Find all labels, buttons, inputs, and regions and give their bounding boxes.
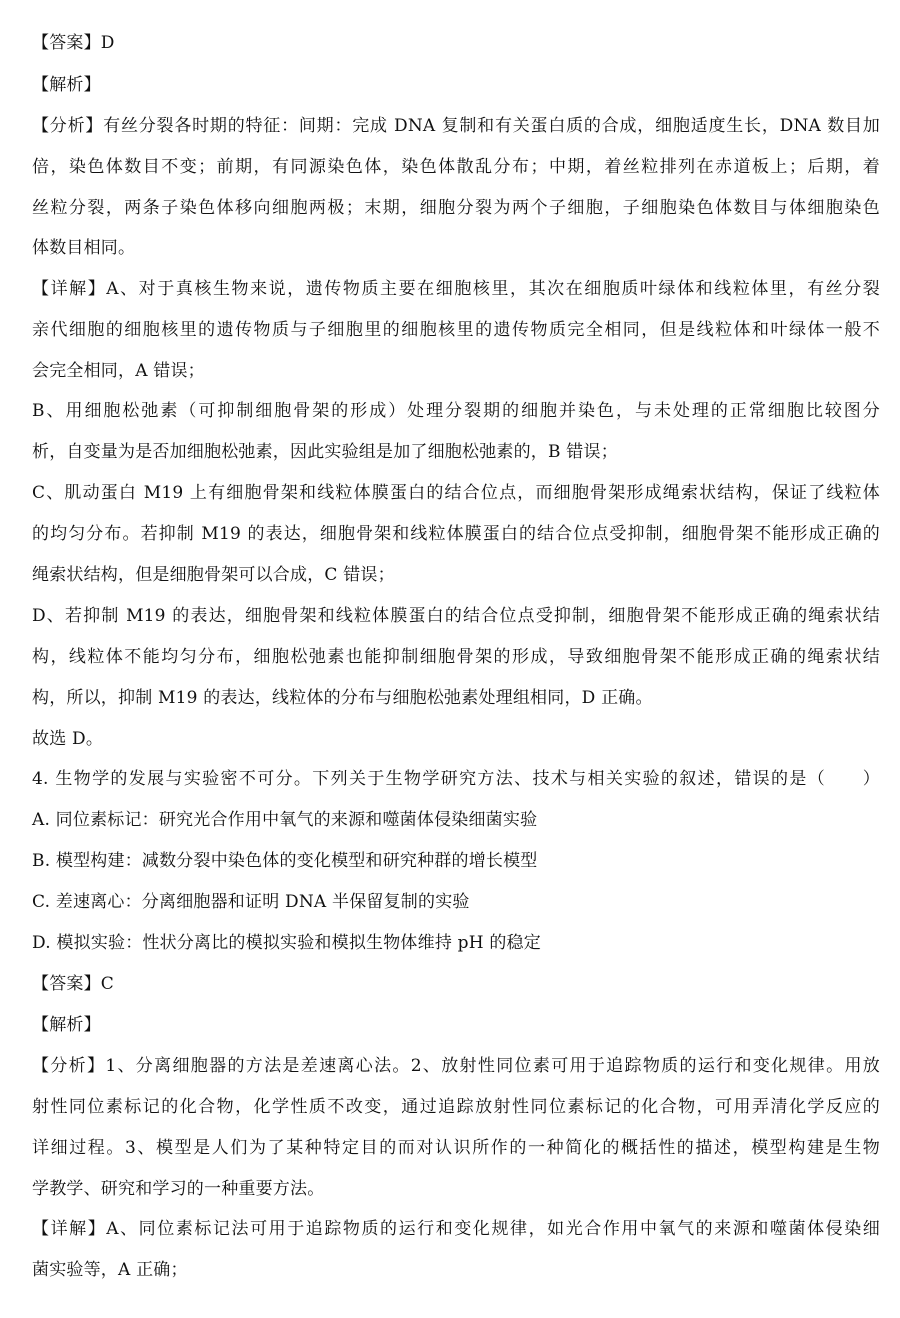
text-line: 倍，染色体数目不变；前期，有同源染色体，染色体散乱分布；中期，着丝粒排列在赤道板上；后期，着 [32,157,880,177]
text-line: 【分析】有丝分裂各时期的特征：间期：完成 DNA 复制和有关蛋白质的合成，细胞适度生长，DNA 数目加 [32,116,880,136]
text-line: 构，线粒体不能均匀分布，细胞松弛素也能抑制细胞骨架的形成，导致细胞骨架不能形成正确的绳索状结 [32,647,880,667]
text-line: 丝粒分裂，两条子染色体移向细胞两极；末期，细胞分裂为两个子细胞，子细胞染色体数目与体细胞染色 [32,198,880,218]
text-line: 学教学、研究和学习的一种重要方法。 [32,1179,325,1199]
text-line: 析，自变量为是否加细胞松弛素，因此实验组是加了细胞松弛素的，B 错误； [32,442,618,462]
text-line: C、肌动蛋白 M19 上有细胞骨架和线粒体膜蛋白的结合位点，而细胞骨架形成绳索状结构，保证了线粒体 [32,483,880,503]
text-line: 的均匀分布。若抑制 M19 的表达，细胞骨架和线粒体膜蛋白的结合位点受抑制，细胞骨架不能形成正确的 [32,524,880,544]
text-line: 会完全相同，A 错误； [32,361,205,381]
text-line: D、若抑制 M19 的表达，细胞骨架和线粒体膜蛋白的结合位点受抑制，细胞骨架不能形成正确的绳索状结 [32,606,880,626]
question-stem: 4. 生物学的发展与实验密不可分。下列关于生物学研究方法、技术与相关实验的叙述，错误的是（ ） [32,769,880,789]
text-line: 菌实验等，A 正确； [32,1260,188,1280]
option-d: D. 模拟实验：性状分离比的模拟实验和模拟生物体维持 pH 的稳定 [32,933,541,953]
text-line: 射性同位素标记的化合物，化学性质不改变，通过追踪放射性同位素标记的化合物，可用弄清化学反应的 [32,1097,880,1117]
analysis-label-2: 【解析】 [32,1015,101,1035]
text-line: 绳索状结构，但是细胞骨架可以合成，C 错误； [32,565,395,585]
option-c: C. 差速离心：分离细胞器和证明 DNA 半保留复制的实验 [32,892,470,912]
text-line: 详细过程。3、模型是人们为了某种特定目的而对认识所作的一种简化的概括性的描述，模型构建是生物 [32,1138,880,1158]
text-line: 故选 D。 [32,729,104,749]
text-line: 【详解】A、同位素标记法可用于追踪物质的运行和变化规律，如光合作用中氧气的来源和噬菌体侵染细 [32,1219,880,1239]
option-a: A. 同位素标记：研究光合作用中氧气的来源和噬菌体侵染细菌实验 [32,810,538,830]
text-line: 体数目相同。 [32,238,136,258]
text-line: 亲代细胞的细胞核里的遗传物质与子细胞里的细胞核里的遗传物质完全相同，但是线粒体和叶绿体一般不 [32,320,880,340]
text-line: 构，所以，抑制 M19 的表达，线粒体的分布与细胞松弛素处理组相同，D 正确。 [32,688,653,708]
analysis-label-1: 【解析】 [32,75,101,95]
answer-label-2: 【答案】C [32,974,115,994]
text-line: 【分析】1、分离细胞器的方法是差速离心法。2、放射性同位素可用于追踪物质的运行和变化规律。用放 [32,1056,880,1076]
option-b: B. 模型构建：减数分裂中染色体的变化模型和研究种群的增长模型 [32,851,538,871]
answer-label-1: 【答案】D [32,33,115,53]
text-line: B、用细胞松弛素（可抑制细胞骨架的形成）处理分裂期的细胞并染色，与未处理的正常细胞比较图分 [32,401,880,421]
text-line: 【详解】A、对于真核生物来说，遗传物质主要在细胞核里，其次在细胞质叶绿体和线粒体里，有丝分裂 [32,279,880,299]
